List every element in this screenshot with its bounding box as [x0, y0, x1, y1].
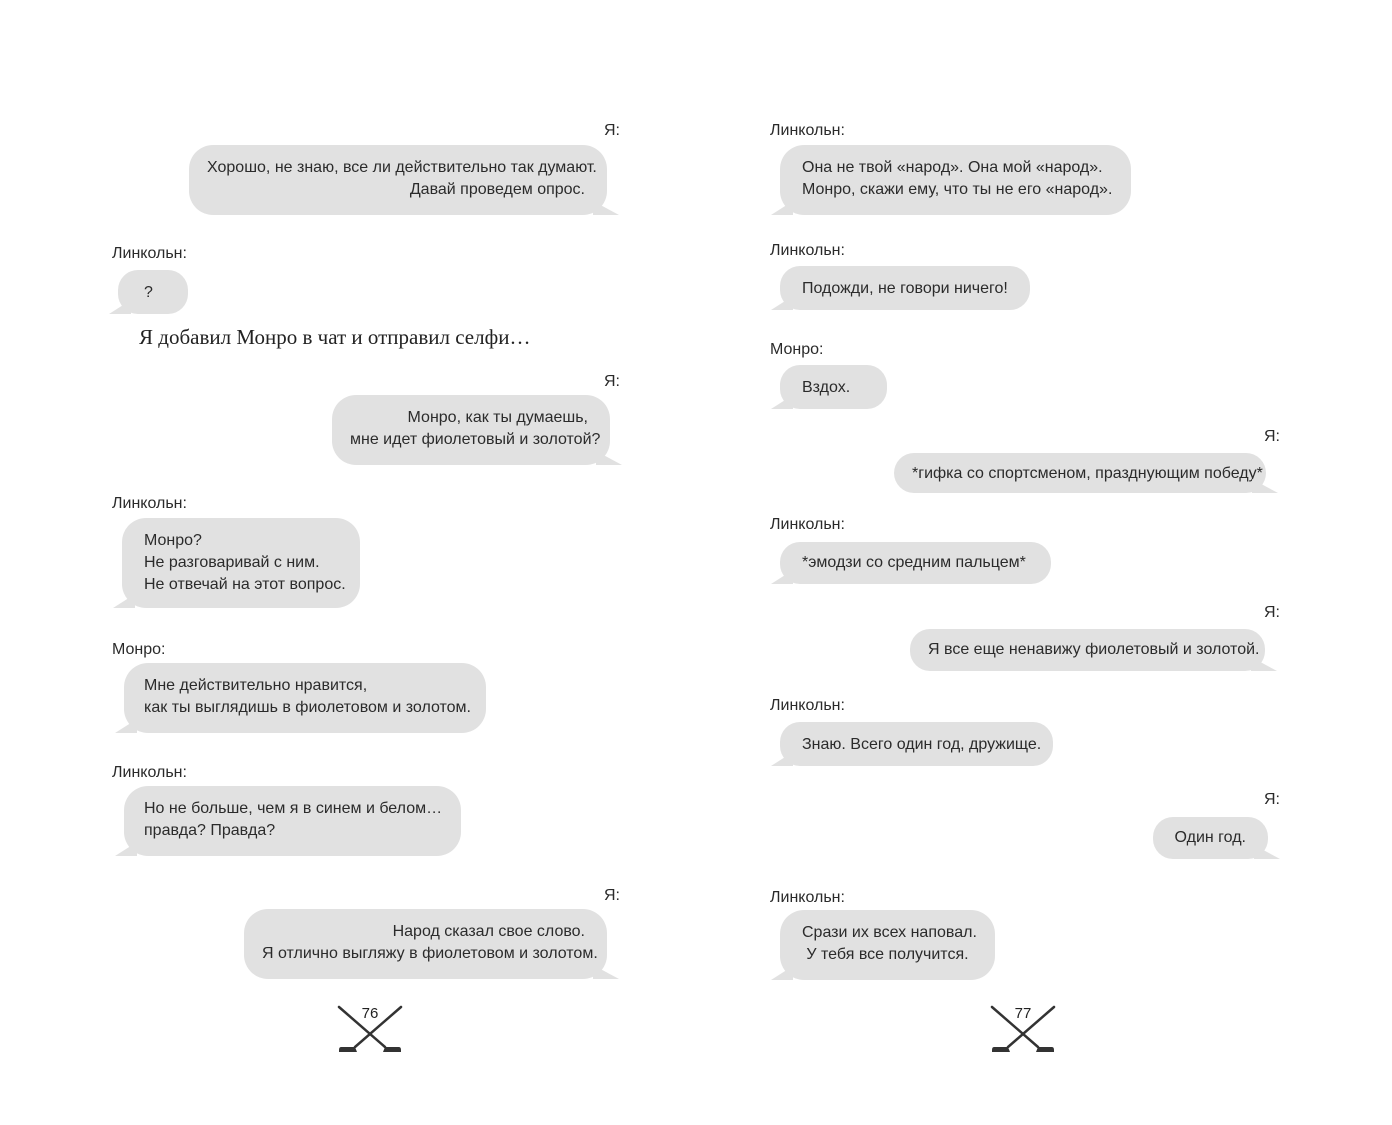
- page-footer: [988, 1003, 1058, 1059]
- message-bubble-incoming: [780, 365, 887, 409]
- message-bubble-incoming: [780, 542, 1051, 584]
- message-bubble-outgoing: [244, 909, 607, 979]
- message-line: Мне действительно нравится,: [144, 677, 368, 694]
- narration-text: Я добавил Монро в чат и отправил селфи…: [139, 325, 531, 349]
- sender-label-lincoln: Линкольн:: [112, 495, 187, 512]
- message-line: У тебя все получится.: [806, 946, 969, 963]
- message-line: Монро, как ты думаешь,: [407, 409, 588, 426]
- message-line: Подожди, не говори ничего!: [802, 280, 1008, 297]
- sender-label-monroe: Монро:: [770, 341, 824, 358]
- message-bubble-outgoing: [189, 145, 607, 215]
- sender-label-lincoln: Линкольн:: [112, 764, 187, 781]
- page-footer: [335, 1003, 405, 1059]
- sender-label-monroe: Монро:: [112, 641, 166, 658]
- message-bubble-incoming: [124, 786, 461, 856]
- message-bubble-incoming: [122, 518, 360, 608]
- message-line: мне идет фиолетовый и золотой?: [350, 431, 601, 448]
- message-line: Она не твой «народ». Она мой «народ».: [802, 159, 1103, 176]
- message-line: Один год.: [1174, 829, 1246, 846]
- message-line: Монро, скажи ему, что ты не его «народ».: [802, 181, 1113, 198]
- message-line: как ты выглядишь в фиолетовом и золотом.: [144, 699, 471, 716]
- message-bubble-incoming: [124, 663, 486, 733]
- message-line: Вздох.: [802, 379, 851, 396]
- message-bubble-outgoing: [910, 629, 1265, 671]
- message-bubble-incoming: [780, 722, 1053, 766]
- sender-label-lincoln: Линкольн:: [112, 245, 187, 262]
- sender-label-me: Я:: [1264, 791, 1280, 808]
- page-number: 77: [1014, 1005, 1032, 1022]
- sender-label-lincoln: Линкольн:: [770, 697, 845, 714]
- message-line: Знаю. Всего один год, дружище.: [802, 736, 1042, 753]
- message-bubble-incoming: [780, 145, 1131, 215]
- sender-label-lincoln: Линкольн:: [770, 889, 845, 906]
- message-bubble-outgoing: [894, 453, 1266, 493]
- sender-label-me: Я:: [604, 373, 620, 390]
- sender-label-me: Я:: [1264, 428, 1280, 445]
- message-line: Хорошо, не знаю, все ли действительно так думают.: [207, 159, 597, 176]
- message-line: Давай проведем опрос.: [409, 181, 585, 198]
- sender-label-lincoln: Линкольн:: [770, 242, 845, 259]
- message-line: ?: [144, 284, 153, 301]
- message-line: Я отлично выгляжу в фиолетовом и золотом.: [262, 945, 598, 962]
- message-line: *гифка со спортсменом, празднующим победу*: [912, 465, 1263, 482]
- sender-label-lincoln: Линкольн:: [770, 122, 845, 139]
- message-bubble-incoming: [780, 910, 995, 980]
- message-line: Но не больше, чем я в синем и белом…: [144, 800, 443, 817]
- message-line: Не отвечай на этот вопрос.: [144, 576, 346, 593]
- sender-label-me: Я:: [1264, 604, 1280, 621]
- sender-label-me: Я:: [604, 887, 620, 904]
- message-line: Срази их всех наповал.: [802, 924, 977, 941]
- page-number: 76: [361, 1005, 379, 1022]
- message-line: Монро?: [144, 532, 202, 549]
- message-line: правда? Правда?: [144, 822, 276, 839]
- sender-label-lincoln: Линкольн:: [770, 516, 845, 533]
- message-bubble-outgoing: [332, 395, 610, 465]
- message-bubble-incoming: [118, 270, 188, 314]
- right-page: [696, 0, 1392, 1125]
- message-bubble-outgoing: [1153, 817, 1268, 859]
- message-line: Народ сказал свое слово.: [392, 923, 585, 940]
- message-line: Не разговаривай с ним.: [144, 554, 320, 571]
- message-line: Я все еще ненавижу фиолетовый и золотой.: [928, 641, 1260, 658]
- message-bubble-incoming: [780, 266, 1030, 310]
- message-line: *эмодзи со средним пальцем*: [802, 554, 1026, 571]
- sender-label-me: Я:: [604, 122, 620, 139]
